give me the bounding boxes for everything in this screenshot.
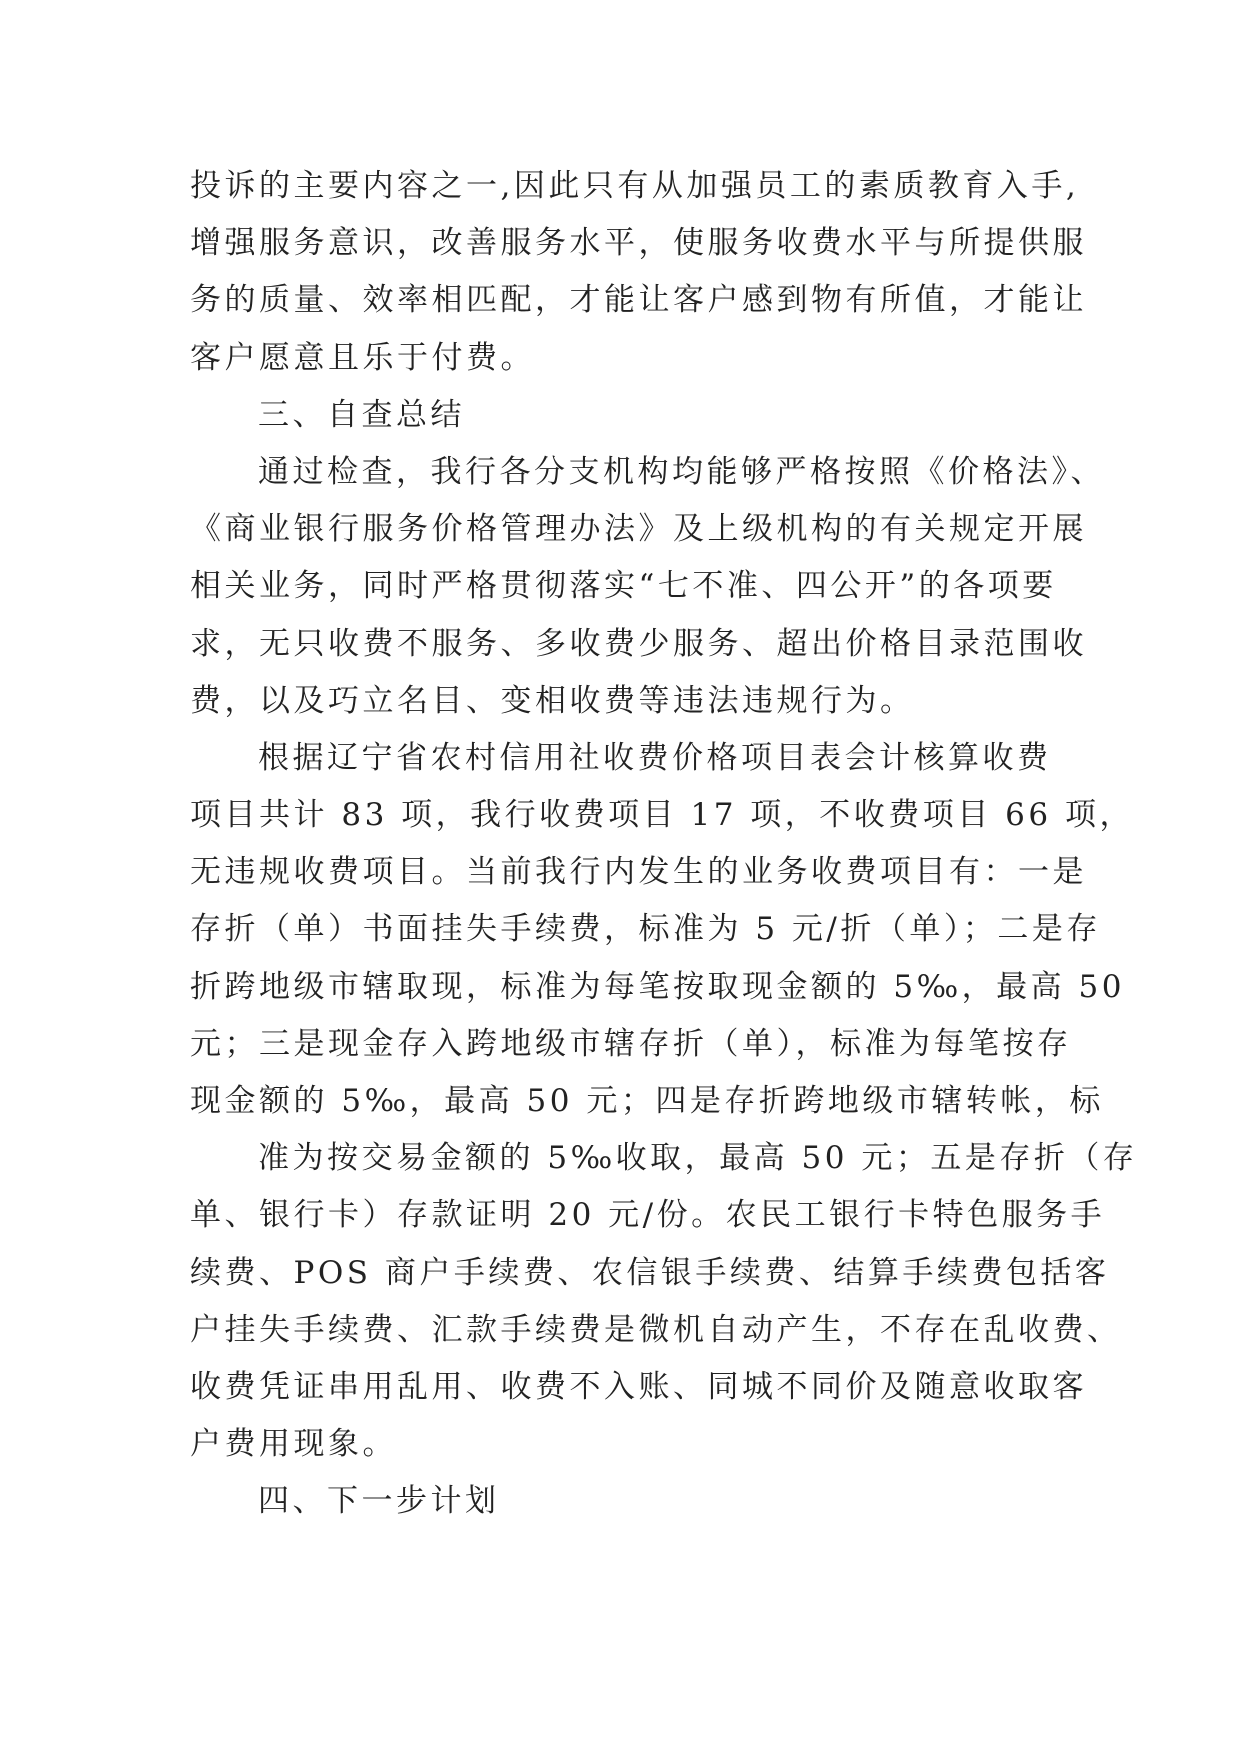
paragraph-line: 户费用现象。 <box>190 1426 397 1463</box>
paragraph-line: 费，以及巧立名目、变相收费等违法违规行为。 <box>190 682 915 719</box>
paragraph-line: 求，无只收费不服务、多收费少服务、超出价格目录范围收 <box>190 625 1087 662</box>
paragraph-line: 存折（单）书面挂失手续费，标准为 5 元/折（单）；二是存 <box>190 911 1101 948</box>
paragraph-line: 户挂失手续费、汇款手续费是微机自动产生，不存在乱收费、 <box>190 1311 1122 1348</box>
paragraph-line-indented: 通过检查，我行各分支机构均能够严格按照《价格法》、 <box>258 453 1105 490</box>
paragraph-line: 客户愿意且乐于付费。 <box>190 339 535 376</box>
paragraph-line: 折跨地级市辖取现，标准为每笔按取现金额的 5‰，最高 50 <box>190 968 1125 1005</box>
paragraph-line: 续费、POS 商户手续费、农信银手续费、结算手续费包括客 <box>190 1254 1110 1291</box>
paragraph-line: 《商业银行服务价格管理办法》及上级机构的有关规定开展 <box>190 511 1087 548</box>
paragraph-line: 相关业务，同时严格贯彻落实“七不准、四公开”的各项要 <box>190 568 1057 605</box>
paragraph-line: 项目共计 83 项，我行收费项目 17 项，不收费项目 66 项， <box>190 797 1134 834</box>
paragraph-line-indented: 三、自查总结 <box>258 396 465 433</box>
paragraph-line: 投诉的主要内容之一,因此只有从加强员工的素质教育入手, <box>190 168 1080 204</box>
paragraph-line-indented: 四、下一步计划 <box>258 1483 500 1520</box>
body-text <box>190 158 1138 1531</box>
paragraph-line: 务的质量、效率相匹配，才能让客户感到物有所值，才能让 <box>190 282 1087 319</box>
paragraph-line: 收费凭证串用乱用、收费不入账、同城不同价及随意收取客 <box>190 1368 1087 1405</box>
paragraph-line: 无违规收费项目。当前我行内发生的业务收费项目有：一是 <box>190 854 1087 891</box>
paragraph-line: 增强服务意识，改善服务水平，使服务收费水平与所提供服 <box>190 225 1087 262</box>
paragraph-line: 单、银行卡）存款证明 20 元/份。农民工银行卡特色服务手 <box>190 1197 1106 1234</box>
paragraph-line-indented: 准为按交易金额的 5‰收取，最高 50 元；五是存折（存 <box>258 1140 1138 1177</box>
paragraph-line: 现金额的 5‰，最高 50 元；四是存折跨地级市辖转帐，标 <box>190 1083 1104 1119</box>
paragraph-line: 元；三是现金存入跨地级市辖存折（单），标准为每笔按存 <box>190 1025 1072 1062</box>
paragraph-line-indented: 根据辽宁省农村信用社收费价格项目表会计核算收费 <box>258 739 1052 776</box>
